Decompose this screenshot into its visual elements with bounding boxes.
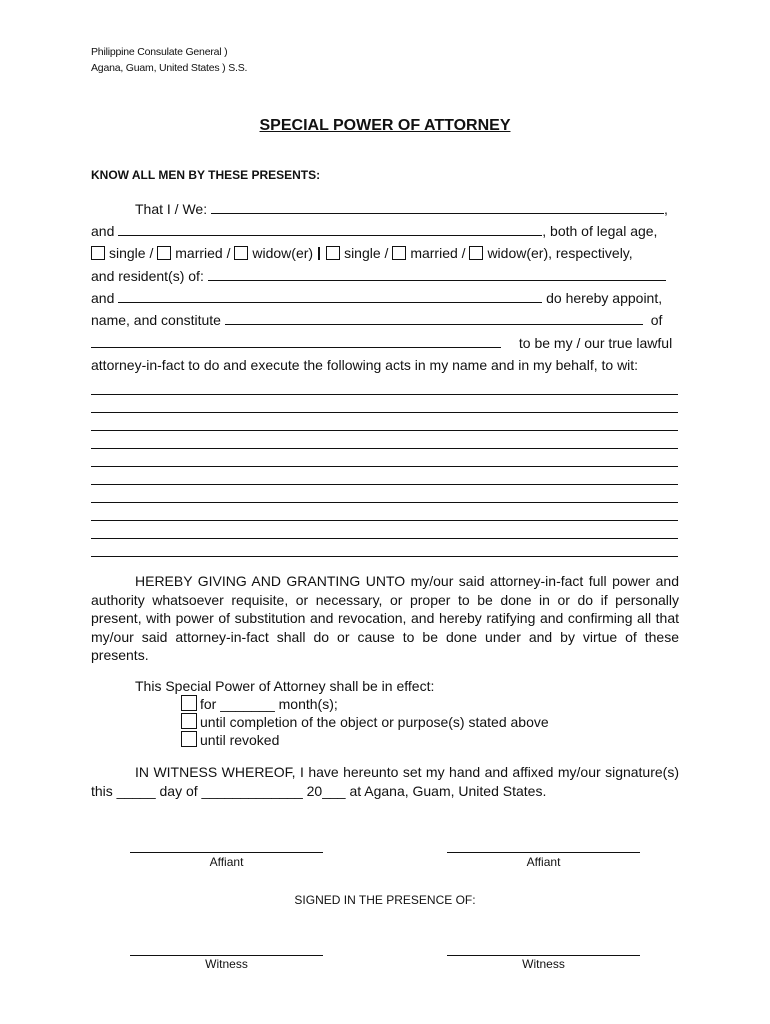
until-revoked-checkbox[interactable]: [181, 731, 197, 747]
second-residence-line: [91, 288, 679, 308]
principal-name-field[interactable]: [211, 199, 664, 214]
acts-blank-line[interactable]: [91, 538, 678, 539]
single-label-2: single /: [344, 245, 389, 261]
widow-checkbox-2[interactable]: [469, 246, 483, 260]
attorney-name-field[interactable]: [225, 310, 643, 325]
married-checkbox-1[interactable]: [157, 246, 171, 260]
affiant-label-left: Affiant: [209, 855, 244, 869]
second-principal-field[interactable]: [118, 221, 542, 236]
in-witness-paragraph: IN WITNESS WHEREOF, I have hereunto set my hand and affixed my/our signature(s) this _____ day of _____________ 20___ at Agana, Guam, United States.: [91, 764, 679, 799]
and-label-2: and: [91, 290, 115, 306]
residents-of-label: and resident(s) of:: [91, 268, 204, 284]
civil-status-line: [91, 243, 679, 263]
second-principal-line: [91, 221, 679, 241]
effect-option-for-months: [181, 694, 661, 714]
consulate-header-line2: Agana, Guam, United States ) S.S.: [91, 62, 248, 74]
acts-blank-line[interactable]: [91, 412, 678, 413]
do-hereby-appoint-label: do hereby appoint,: [546, 290, 663, 306]
document-title: SPECIAL POWER OF ATTORNEY: [259, 117, 511, 134]
attorney-in-fact-line: attorney-in-fact to do and execute the following acts in my name and in my behalf, to wit:: [91, 357, 639, 373]
until-completion-label: until completion of the object or purpose(s) stated above: [200, 714, 549, 730]
consulate-header-line1: Philippine Consulate General ): [91, 46, 228, 58]
name-constitute-label: name, and constitute: [91, 312, 221, 328]
widow-checkbox-1[interactable]: [234, 246, 248, 260]
that-i-we-label: That I / We:: [135, 201, 208, 217]
attorney-address-line: [91, 333, 679, 353]
second-residence-field[interactable]: [118, 288, 542, 303]
affiant-label-right: Affiant: [526, 855, 561, 869]
principal-name-line: That I / We: ,: [135, 201, 668, 217]
married-label-1: married /: [175, 245, 231, 261]
to-be-my-label: to be my / our true lawful: [518, 335, 673, 351]
and-label-1: and: [91, 223, 115, 239]
witness-signature-line-left[interactable]: [130, 955, 323, 956]
residence-line: [91, 266, 679, 286]
effect-intro: This Special Power of Attorney shall be in effect:: [135, 678, 435, 694]
acts-blank-line[interactable]: [91, 484, 678, 485]
affiant-signature-line-right[interactable]: [447, 852, 640, 853]
single-label-1: single /: [109, 245, 154, 261]
witness-label-right: Witness: [522, 957, 565, 971]
single-checkbox-1[interactable]: [91, 246, 105, 260]
witness-signature-line-right[interactable]: [447, 955, 640, 956]
acts-blank-line[interactable]: [91, 556, 678, 557]
acts-blank-line[interactable]: [91, 430, 678, 431]
acts-blank-line[interactable]: [91, 502, 678, 503]
widow-label-1: widow(er): [252, 245, 314, 261]
attorney-name-line: [91, 310, 679, 330]
single-checkbox-2[interactable]: [326, 246, 340, 260]
acts-blank-line[interactable]: [91, 520, 678, 521]
until-completion-checkbox[interactable]: [181, 713, 197, 729]
affiant-signature-line-left[interactable]: [130, 852, 323, 853]
separator-bar: [318, 247, 320, 260]
until-revoked-label: until revoked: [200, 732, 280, 748]
residence-field[interactable]: [208, 266, 666, 281]
acts-blank-line[interactable]: [91, 466, 678, 467]
signed-in-presence-label: SIGNED IN THE PRESENCE OF:: [294, 893, 476, 907]
hereby-granting-paragraph: HEREBY GIVING AND GRANTING UNTO my/our said attorney-in-fact full power and authority whatsoever requisite, or necessary, or proper to be done in or do if personally present, with power of substitution and revocation, and hereby ratifying and confirming all that my/our said attorney-in-fact shall do or cause to be done under and by virtue of these presents.: [91, 573, 679, 663]
for-months-checkbox[interactable]: [181, 695, 197, 711]
effect-option-until-revoked: [181, 730, 661, 750]
effect-option-until-completion: [181, 712, 661, 732]
know-all-men-heading: KNOW ALL MEN BY THESE PRESENTS:: [91, 168, 321, 182]
married-label-2: married /: [410, 245, 466, 261]
both-legal-age-label: , both of legal age,: [542, 223, 658, 239]
married-checkbox-2[interactable]: [392, 246, 406, 260]
acts-blank-line[interactable]: [91, 394, 678, 395]
of-label: of: [650, 312, 663, 328]
for-months-label: for _______ month(s);: [200, 696, 338, 712]
widow-respectively-label: widow(er), respectively,: [487, 245, 633, 261]
acts-blank-line[interactable]: [91, 448, 678, 449]
witness-label-left: Witness: [205, 957, 248, 971]
attorney-address-field[interactable]: [91, 333, 501, 348]
